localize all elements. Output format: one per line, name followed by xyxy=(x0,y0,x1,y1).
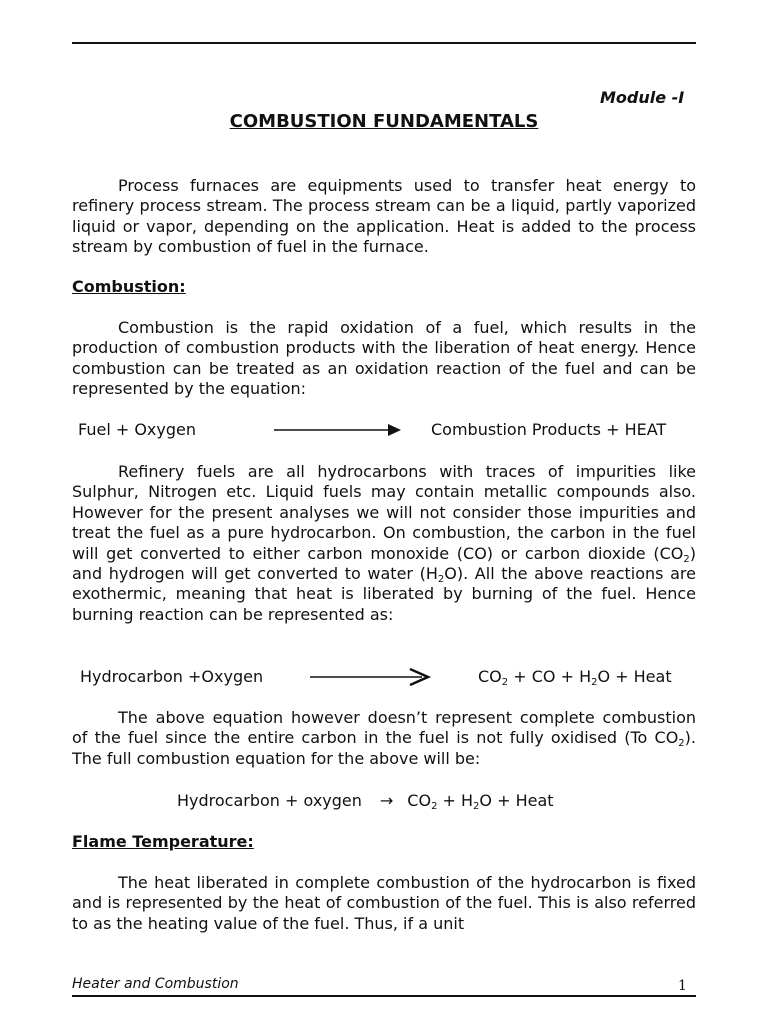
top-rule xyxy=(72,42,696,44)
complete-combustion-paragraph: The above equation however doesn’t represent complete combustion of the fuel since the entire carbon in the fuel is not fully oxidised (To $CO_2$). The full combustion equation for the above will be: xyxy=(72,708,696,768)
combustion-heading: Combustion: xyxy=(72,277,186,296)
footer-rule xyxy=(72,995,696,997)
equation-hydrocarbon-right: $CO_2$ + CO + $H_2O$ + Heat xyxy=(478,667,672,688)
equation-hydrocarbon-left: Hydrocarbon +Oxygen xyxy=(80,667,264,686)
page-number: 1 xyxy=(678,978,687,994)
module-label: Module -I xyxy=(600,88,685,107)
refinery-fuels-paragraph: Refinery fuels are all hydrocarbons with traces of impurities like Sulphur, Nitrogen etc. Liquid fuels may contain metallic compounds also. However for the present analyses we will not consider those impurities and treat the fuel as a pure hydrocarbon. On combustion, the carbon in the fuel will get converted to either carbon monoxide (CO) or carbon dioxide $(CO_2)$ and hydrogen will get converted to water $(H_2O)$. All the above reactions are exothermic, meaning that heat is liberated by burning of the fuel. Hence burning reaction can be represented as: xyxy=(72,462,696,624)
flame-temperature-heading: Flame Temperature: xyxy=(72,832,254,851)
equation-full-combustion: Hydrocarbon + oxygen → $CO_2 + H_2O$ + Heat xyxy=(177,791,554,812)
combustion-paragraph: Combustion is the rapid oxidation of a fuel, which results in the production of combustion products with the liberation of heat energy. Hence combustion can be treated as an oxidation reaction of the fuel and can be represented by the equation: xyxy=(72,318,696,399)
equation-fuel-left: Fuel + Oxygen xyxy=(78,420,197,439)
equation-fuel-right: Combustion Products + HEAT xyxy=(431,420,667,439)
footer-title: Heater and Combustion xyxy=(72,976,239,992)
arrow-icon xyxy=(274,422,402,438)
arrow-icon xyxy=(310,666,434,690)
flame-temperature-paragraph: The heat liberated in complete combustion of the hydrocarbon is fixed and is represented by the heat of combustion of the fuel. This is also referred to as the heating value of the fuel. Thus, if a unit xyxy=(72,873,696,933)
intro-paragraph: Process furnaces are equipments used to transfer heat energy to refinery process stream. The process stream can be a liquid, partly vaporized liquid or vapor, depending on the application. Heat is added to the process stream by combustion of fuel in the furnace. xyxy=(72,176,696,257)
page-title: COMBUSTION FUNDAMENTALS xyxy=(229,111,539,132)
arrow-right-icon: → xyxy=(379,791,394,810)
